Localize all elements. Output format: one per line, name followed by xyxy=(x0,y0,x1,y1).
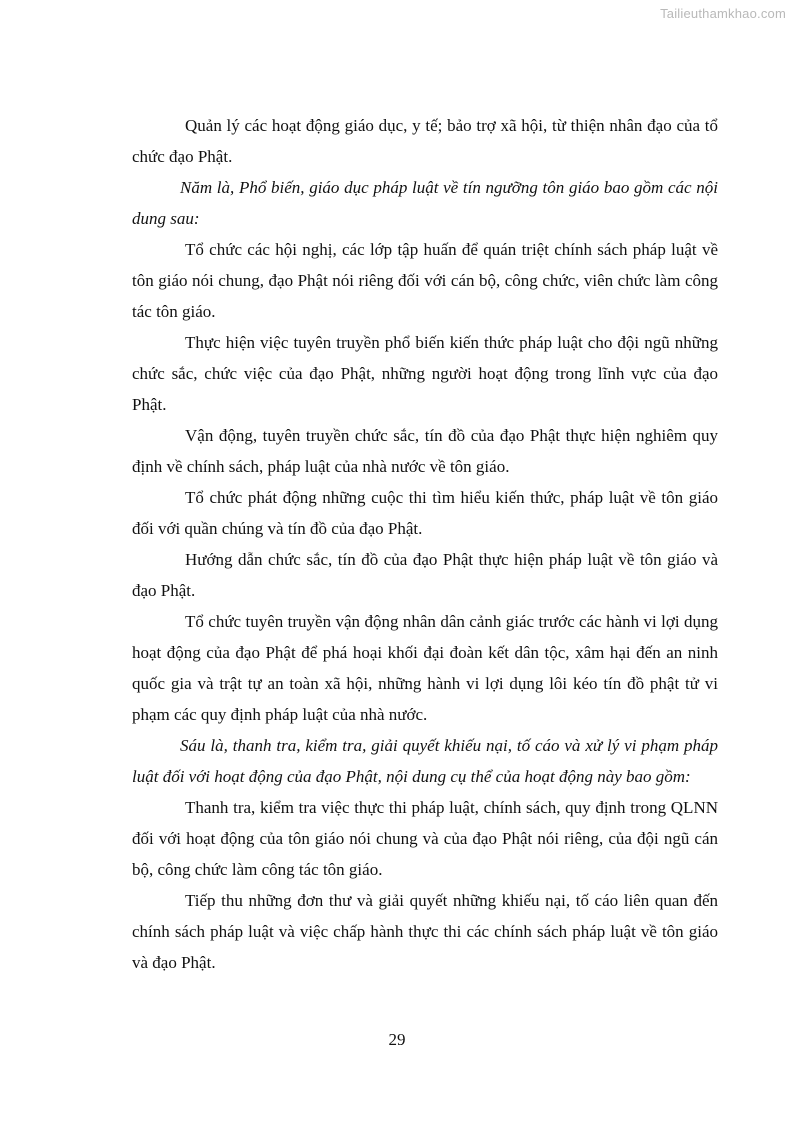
document-body xyxy=(132,110,718,978)
paragraph-6: Tổ chức phát động những cuộc thi tìm hiểu kiến thức, pháp luật về tôn giáo đối với quần chúng và tín đồ của đạo Phật. xyxy=(132,488,718,538)
paragraph-3: Tổ chức các hội nghị, các lớp tập huấn để quán triệt chính sách pháp luật về tôn giáo nói chung, đạo Phật nói riêng đối với cán bộ, công chức, viên chức làm công tác tôn giáo. xyxy=(132,240,718,321)
page-number: 29 xyxy=(388,1030,406,1049)
section-heading-5: Năm là, Phổ biến, giáo dục pháp luật về tín ngưỡng tôn giáo bao gồm các nội dung sau: xyxy=(132,178,718,228)
paragraph-4: Thực hiện việc tuyên truyền phổ biến kiến thức pháp luật cho đội ngũ những chức sắc, chức việc của đạo Phật, những người hoạt động trong lĩnh vực của đạo Phật. xyxy=(132,333,718,414)
watermark: Tailieuthamkhao.com xyxy=(660,6,786,21)
paragraph-10: Thanh tra, kiểm tra việc thực thi pháp luật, chính sách, quy định trong QLNN đối với hoạt động của tôn giáo nói chung và của đạo Phật nói riêng, của đội ngũ cán bộ, công chức làm công tác tôn giáo. xyxy=(132,798,718,879)
paragraph-1: Quản lý các hoạt động giáo dục, y tế; bảo trợ xã hội, từ thiện nhân đạo của tổ chức đạo Phật. xyxy=(132,116,718,166)
paragraph-5: Vận động, tuyên truyền chức sắc, tín đồ của đạo Phật thực hiện nghiêm quy định về chính sách, pháp luật của nhà nước về tôn giáo. xyxy=(132,426,718,476)
section-heading-6: Sáu là, thanh tra, kiểm tra, giải quyết khiếu nại, tố cáo và xử lý vi phạm pháp luật đối với hoạt động của đạo Phật, nội dung cụ thể của hoạt động này bao gồm: xyxy=(132,736,718,786)
paragraph-11: Tiếp thu những đơn thư và giải quyết những khiếu nại, tố cáo liên quan đến chính sách pháp luật và việc chấp hành thực thi các chính sách pháp luật về tôn giáo và đạo Phật. xyxy=(132,891,718,972)
paragraph-7: Hướng dẫn chức sắc, tín đồ của đạo Phật thực hiện pháp luật về tôn giáo và đạo Phật. xyxy=(132,550,718,600)
paragraph-8: Tổ chức tuyên truyền vận động nhân dân cảnh giác trước các hành vi lợi dụng hoạt động của đạo Phật để phá hoại khối đại đoàn kết dân tộc, xâm hại đến an ninh quốc gia và trật tự an toàn xã hội, những hành vi lợi dụng lôi kéo tín đồ phật tử vi phạm các quy định pháp luật của nhà nước. xyxy=(132,612,718,724)
